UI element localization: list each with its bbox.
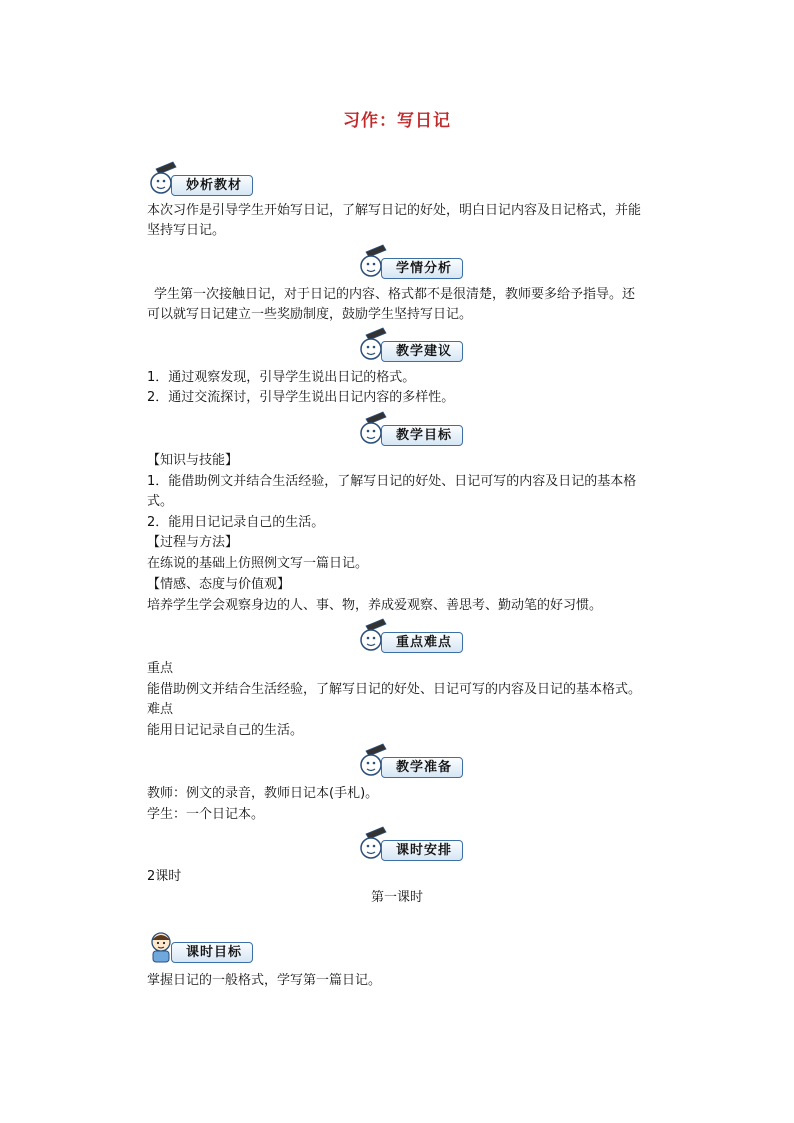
learning-line-1: 学生第一次接触日记，对于日记的内容、格式都不是很清楚，教师要多给予指导。还	[154, 287, 636, 302]
section-header-label: 学情分析	[381, 258, 463, 279]
lesson-subtitle: 第一课时	[370, 890, 423, 905]
suggestion-line-1: 1．通过观察发现，引导学生说出日记的格式。	[147, 370, 416, 385]
learning-line-2: 可以就写日记建立一些奖励制度，鼓励学生坚持写日记。	[147, 307, 473, 322]
key-points-line-1: 重点	[147, 661, 174, 676]
lesson-line-1: 掌握日记的一般格式，学写第一篇日记。	[147, 973, 382, 988]
preparation-line-2: 学生：一个日记本。	[147, 807, 265, 822]
goals-line-6: 在练说的基础上仿照例文写一篇日记。	[147, 556, 369, 571]
schedule-line-1: 2课时	[147, 869, 182, 884]
section-header-label: 课时目标	[171, 942, 253, 963]
goals-line-5: 【过程与方法】	[147, 535, 239, 550]
goals-line-4: 2．能用日记记录自己的生活。	[147, 515, 325, 530]
suggestion-line-2: 2．通过交流探讨，引导学生说出日记内容的多样性。	[147, 390, 455, 405]
analysis-line-1: 本次习作是引导学生开始写日记，了解写日记的好处，明白日记内容及日记格式，并能	[147, 203, 642, 218]
analysis-line-2: 坚持写日记。	[147, 223, 226, 238]
section-header-label: 妙析教材	[171, 175, 253, 196]
section-header-label: 课时安排	[381, 840, 463, 861]
goals-line-2: 1．能借助例文并结合生活经验，了解写日记的好处、日记可写的内容及日记的基本格	[147, 474, 637, 489]
key-points-line-4: 能用日记记录自己的生活。	[147, 723, 304, 738]
document-title: 习作：写日记	[343, 111, 451, 131]
goals-line-7: 【情感、态度与价值观】	[147, 577, 291, 592]
preparation-line-1: 教师：例文的录音，教师日记本(手札)。	[147, 786, 379, 801]
section-header-label: 教学准备	[381, 757, 463, 778]
goals-line-8: 培养学生学会观察身边的人、事、物，养成爱观察、善思考、勤动笔的好习惯。	[147, 598, 603, 613]
goals-line-3: 式。	[147, 494, 174, 509]
section-header-label: 教学目标	[381, 425, 463, 446]
section-header-label: 重点难点	[381, 632, 463, 653]
key-points-line-2: 能借助例文并结合生活经验，了解写日记的好处、日记可写的内容及日记的基本格式。	[147, 682, 642, 697]
section-header-label: 教学建议	[381, 341, 463, 362]
key-points-line-3: 难点	[147, 702, 174, 717]
goals-line-1: 【知识与技能】	[147, 453, 239, 468]
